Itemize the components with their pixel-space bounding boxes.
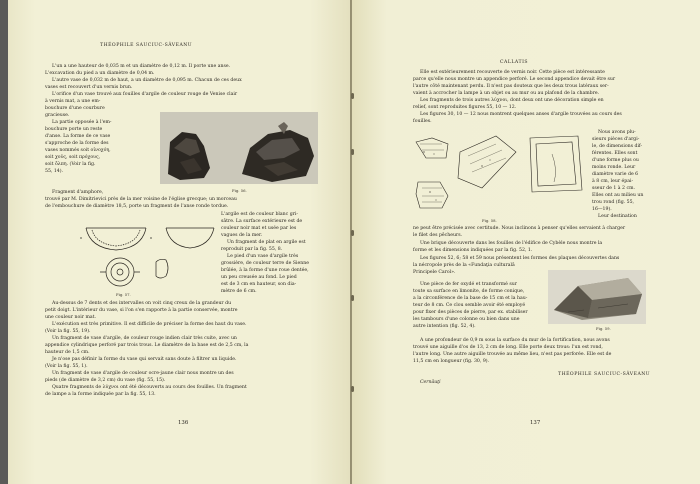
text-line: de l'embouchure de diamètre 18,5, porte un fragment de l'anse ronde tordue. (45, 204, 229, 209)
text-line: pour fixer des pièces de pierre, par ex. stabiliser (413, 310, 528, 315)
text-line: forme et les dimensions indiquées par la fig. 52, 1. (413, 248, 533, 253)
figure-56-caption: Fig. 56. (232, 188, 247, 193)
text-line: fouilles. (413, 119, 432, 124)
author-signature: THÉOPHILE SAUCIUC-SÂVEANU (558, 372, 651, 377)
clay-pieces-drawing (412, 130, 590, 216)
text-line: trouvé une aiguille d'os de 13, 2 cm de long. Elle porte deux trous: l'un est rond, (413, 345, 603, 350)
text-line: mètre de 6 cm. (221, 289, 257, 294)
text-line: L'orifice d'un vase trouvé aux fouilles d'argile de couleur rouge de Venise clair (52, 92, 238, 97)
text-line: sseur de 1 à 2 cm. (592, 186, 635, 191)
text-line: soit ὄλπη. (Voir la fig. (45, 162, 96, 167)
binding-hole (351, 93, 354, 99)
text-line: ne peut être précisée avec certitude. Nous inclinons à penser qu'elles servaient à charger (413, 226, 626, 231)
text-line: le, de dimensions dif- (592, 144, 643, 149)
text-line: parce qu'elle nous montre un appendice perforé. Le second appendice devait être sur (413, 77, 616, 82)
text-line: Les figures 30, 10 — 12 nous montrent quelques anses d'argile trouvées au cours des (420, 112, 622, 117)
figure-58-caption: Fig. 58. (482, 218, 497, 223)
text-line: bouchure porte un reste (45, 127, 103, 132)
right-page (352, 0, 700, 484)
text-line: d'anse. La forme de ce vase (45, 134, 111, 139)
text-line: Elle est extérieurement recouverte de vernis noir. Cette pièce est intéressante (420, 70, 605, 75)
text-line: vaient à accrocher la lampe à un objet ou au mur ou au plafond de la chambre. (413, 91, 600, 96)
text-line: une couleur noir mat. (45, 315, 96, 320)
text-line: gracieuse. (45, 113, 70, 118)
left-page-number: 136 (178, 420, 189, 426)
text-line: Leur destination (598, 214, 637, 219)
text-line: petit doigt. L'intérieur du vase, si l'on s'en rapporte à la partie conservée, montre (45, 308, 238, 313)
text-line: autre intention (fig. 52, 4). (413, 324, 476, 329)
figure-59-photo (548, 270, 646, 324)
text-line: reproduit par la fig. 55, 8. (221, 247, 283, 252)
text-line: vagues de la mer. (221, 233, 263, 238)
text-line: Le pied d'un vase d'argile très (227, 254, 299, 259)
text-line: (Voir la fig. 55, 1). (45, 364, 88, 369)
text-line: s'approche de la forme des (45, 141, 109, 146)
text-line: Un fragment de vase d'argile de couleur ocre-jaune clair nous montre un des (52, 371, 234, 376)
text-line: toute sa surface en limonite, de forme conique, (413, 289, 525, 294)
binding-hole (351, 295, 354, 301)
text-line: Quatre fragments de λύχνοι ont été découverts au cours des fouilles. Un fragment (52, 385, 247, 390)
text-line: diamètre varie de 6 (592, 172, 639, 177)
figure-56-photo (160, 112, 318, 184)
text-line: bouchure d'une courbure (45, 106, 105, 111)
text-line: teur de 8 cm. Ce clou semble avoir été employé (413, 303, 526, 308)
text-line: Nous avons plu- (598, 130, 636, 135)
text-line: A une profondeur de 0,9 m sous la surface du mur de la fortification, nous avons (420, 338, 610, 343)
figure-57-drawing (80, 218, 218, 290)
figure-57-caption: Fig. 57. (116, 292, 131, 297)
text-line: Un fragment de vase d'argile, de couleur rouge indien clair très cuite, avec un (52, 336, 237, 341)
text-line: soit χοῦς, soit πρόχους, (45, 155, 101, 160)
text-line: Au-dessus de 7 dents et des intervalles on voit cinq creux de la grandeur du (52, 301, 232, 306)
text-line: sieurs pièces d'argi- (592, 137, 640, 142)
text-line: (Voir la fig. 55, 19). (45, 329, 91, 334)
text-line: l'autre côté maintenant perdu. Il n'est pas douteux que les deux trous latéraux ser- (413, 84, 609, 89)
text-line: Les fragments de trois autres λύχνοι, dont deux ont une décoration simple en (420, 98, 604, 103)
text-line: à vernis mat, a une em- (45, 99, 101, 104)
text-line: 16—19). (592, 207, 612, 212)
text-line: vases est recouvert d'un vernis brun. (45, 85, 133, 90)
text-line: grossière, de couleur terre de Sienne (221, 261, 309, 266)
right-page-number: 137 (530, 420, 541, 426)
binding-hole (351, 386, 354, 392)
text-line: Fragment d'amphore, (52, 190, 104, 195)
text-line: trou rond (fig. 55, (592, 200, 634, 205)
text-line: Les figures 52, 6; 58 et 59 nous présentent les formes des plaques découvertes dans (420, 256, 620, 261)
clay-plaque-photo (548, 270, 646, 324)
text-line: relief, sont reproduites figures 55, 10 — 12. (413, 105, 517, 110)
right-running-head: CALLATIS (500, 60, 529, 65)
text-line: Une brique découverte dans les fouilles de l'édifice de Cybèle nous montre la (420, 241, 603, 246)
text-line: Je n'ose pas définir la forme du vase qui servait sans doute à filtrer un liquide. (52, 357, 237, 362)
text-line: L'argile est de couleur blanc gri- (221, 212, 298, 217)
text-line: brûlée, à la forme d'une roue dentée, (221, 268, 309, 273)
left-running-head: THÉOPHILE SAUCIUC-SÂVEANU (100, 43, 193, 48)
text-line: trouvé par M. Dimitrievici près de la mer voisine de l'église grecque; un morceau (45, 197, 237, 202)
text-line: les tambours d'une colonne ou bien dans une (413, 317, 520, 322)
left-page (8, 0, 350, 484)
text-line: pieds (de diamètre de 3,2 cm) du vase (fig. 55, 15). (45, 378, 166, 383)
text-line: 55, 14). (45, 169, 64, 174)
text-line: un peu creusée au fond. Le pied (221, 275, 297, 280)
text-line: est de 3 cm en hauteur, son dia- (221, 282, 297, 287)
text-line: Un fragment de plat en argile est (227, 240, 306, 245)
text-line: Elles ont au milieu un (592, 193, 644, 198)
text-line: la nécropole près de la «Fundaţia culturală (413, 263, 515, 268)
binding-hole (351, 230, 354, 236)
text-line: L'autre vase de 0,032 m de haut, a un diamètre de 0,095 m. Chacun de ces deux (52, 78, 242, 83)
vase-fragments-photo (160, 112, 318, 184)
text-line: L'excavation du pied a un diamètre de 0,04 m. (45, 71, 155, 76)
figure-59-caption: Fig. 59. (596, 326, 611, 331)
text-line: L'exécution est très primitive. Il est difficile de préciser la forme des haut du vase. (52, 322, 247, 327)
text-line: vases nommés soit οἰνοχόη, (45, 148, 111, 153)
figure-58-drawing (412, 130, 590, 216)
binding-holes (351, 0, 354, 484)
text-line: 11,5 cm en longueur (fig. 30, 9). (413, 359, 490, 364)
text-line: sâtre. La surface extérieure est de (221, 219, 303, 224)
text-line: férentes. Elles sont (592, 151, 638, 156)
text-line: couleur noir mat et usée par les (221, 226, 297, 231)
text-line: Principele Carol». (413, 270, 456, 275)
place-name: Cernăuţi (420, 380, 441, 385)
vase-profile-drawing (80, 218, 218, 290)
text-line: le filet des pêcheurs. (413, 233, 463, 238)
text-line: à 8 cm, leur épai- (592, 179, 634, 184)
binding-hole (351, 149, 354, 155)
text-line: L'un a une hauteur de 0,035 m et un diamètre de 0,12 m. Il porte une anse. (52, 64, 231, 69)
text-line: La partie opposée à l'em- (52, 120, 112, 125)
text-line: l'autre long. Une autre aiguille trouvée au même lieu, n'est pas perforée. Elle est de (413, 352, 612, 357)
text-line: de lampe a la forme indiquée par la fig. 55, 13. (45, 392, 156, 397)
text-line: d'une forme plus ou (592, 158, 639, 163)
text-line: hauteur de 1,5 cm. (45, 350, 90, 355)
text-line: appendice cylindrique perforé par trois trous. Le diamètre de la base est de 2,5 cm, la (45, 343, 249, 348)
text-line: moins ronde. Leur (592, 165, 636, 170)
text-line: Une pièce de fer oxydé et transformé sur (420, 282, 517, 287)
text-line: a la circonférence de la base de 15 cm et la hau- (413, 296, 528, 301)
